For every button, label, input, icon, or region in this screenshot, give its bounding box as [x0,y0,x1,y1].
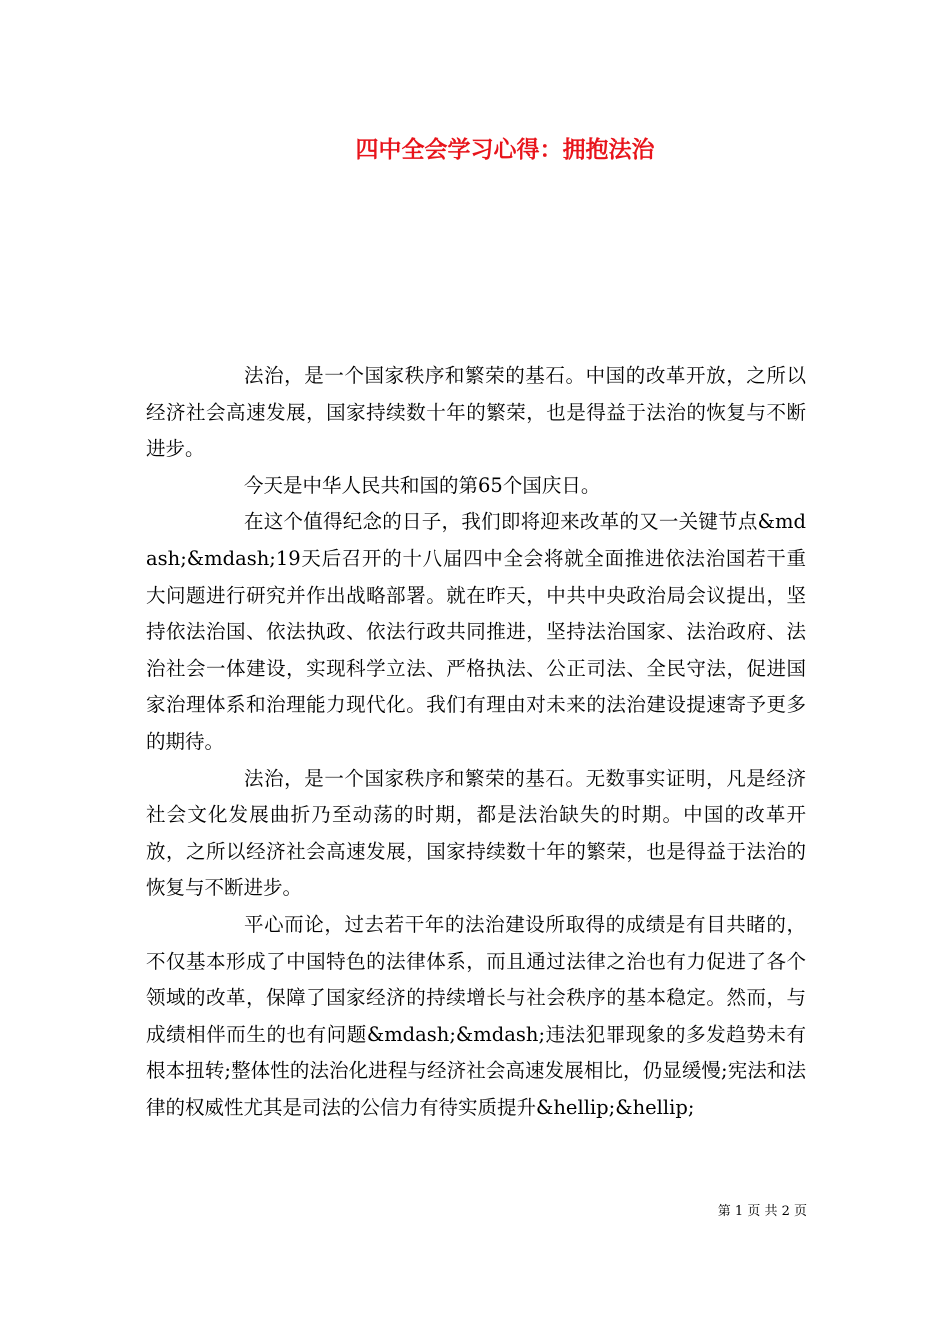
page-number-footer [718,1203,807,1221]
document-body [146,358,806,1126]
paragraph: 法治，是一个国家秩序和繁荣的基石。中国的改革开放，之所以经济社会高速发展，国家持续数十年的繁荣，也是得益于法治的恢复与不断进步。 [146,364,806,461]
document-title: 四中全会学习心得：拥抱法治 [355,137,655,163]
paragraph: 平心而论，过去若干年的法治建设所取得的成绩是有目共睹的，不仅基本形成了中国特色的法律体系，而且通过法律之治也有力促进了各个领域的改革，保障了国家经济的持续增长与社会秩序的基本稳定。然而，与成绩相伴而生的也有问题&mdash;&mdash;违法犯罪现象的多发趋势未有根本扭转;整体性的法治化进程与经济社会高速发展相比，仍显缓慢;宪法和法律的权威性尤其是司法的公信力有待实质提升&hellip;&hellip; [146,912,806,1119]
page-number-label: 第 1 页 共 2 页 [717,1204,807,1219]
paragraph: 法治，是一个国家秩序和繁荣的基石。无数事实证明，凡是经济社会文化发展曲折乃至动荡的时期，都是法治缺失的时期。中国的改革开放，之所以经济社会高速发展，国家持续数十年的繁荣，也是得益于法治的恢复与不断进步。 [146,766,806,900]
paragraph: 在这个值得纪念的日子，我们即将迎来改革的又一关键节点&mdash;&mdash;19天后召开的十八届四中全会将就全面推进依法治国若干重大问题进行研究并作出战略部署。就在昨天，中共中央政治局会议提出，坚持依法治国、依法执政、依法行政共同推进，坚持法治国家、法治政府、法治社会一体建设，实现科学立法、严格执法、公正司法、全民守法，促进国家治理体系和治理能力现代化。我们有理由对未来的法治建设提速寄予更多的期待。 [146,510,806,753]
paragraph: 今天是中华人民共和国的第65个国庆日。 [244,473,601,497]
